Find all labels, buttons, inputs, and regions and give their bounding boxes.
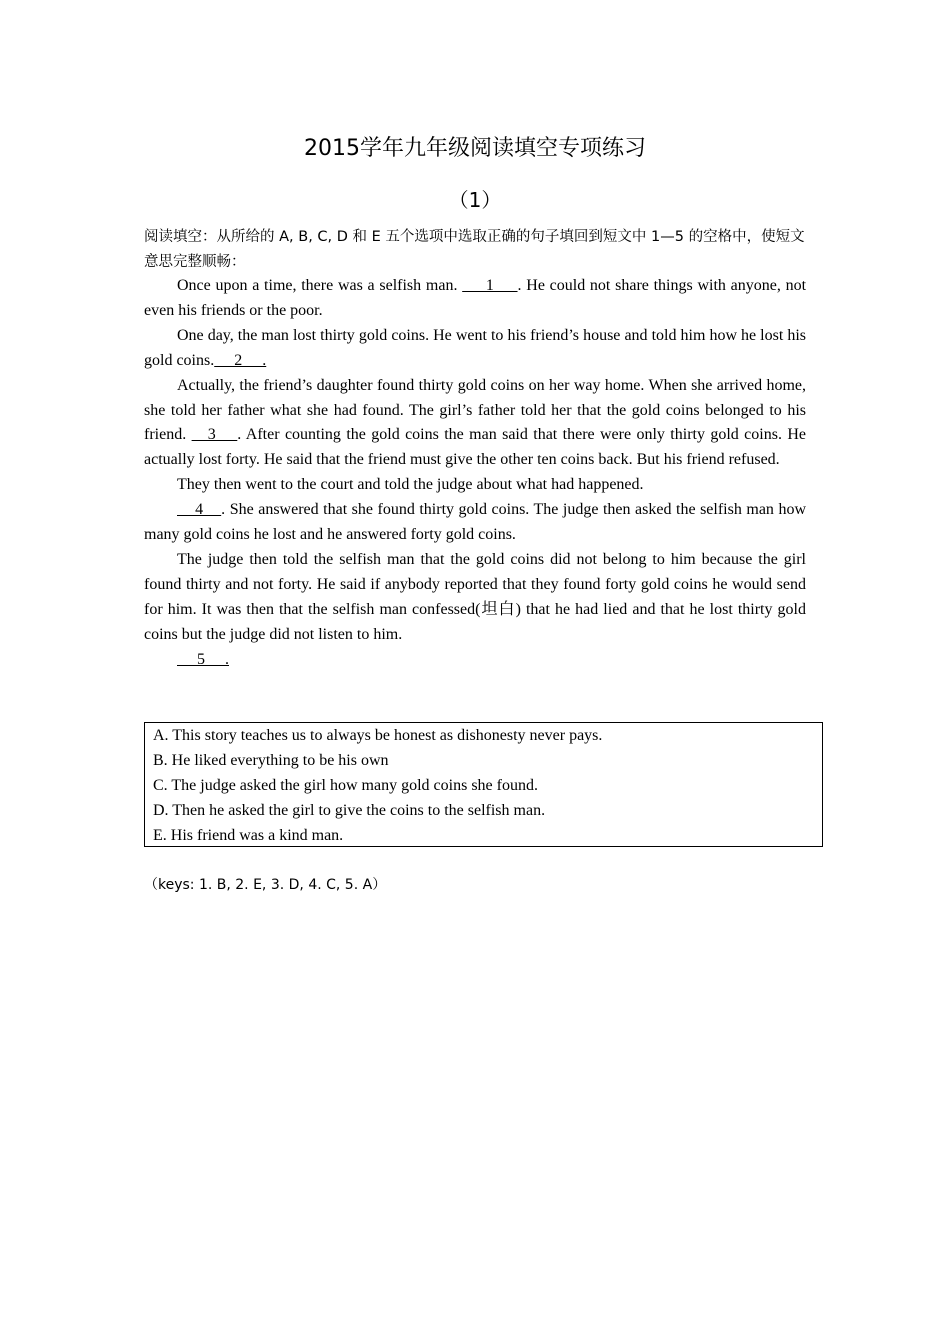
blank-1: 1 (462, 277, 518, 294)
passage-paragraph-6: The judge then told the selfish man that the gold coins did not belong to him because the girl found thirty and not forty. He said if anybody reported that they found forty gold coins he would send for him. It was then that the selfish man confessed(坦白) that he had lied and that he lost thirty gold coins but the judge did not listen to him. (144, 550, 806, 643)
passage-paragraph-4: They then went to the court and told the judge about what had happened. (177, 476, 644, 494)
options-box (144, 722, 823, 847)
option-a: A. This story teaches us to always be honest as dishonesty never pays. (153, 727, 603, 744)
paragraph-text: . She answered that she found thirty gold coins. The judge then asked the selfish man how many gold coins he lost and he answered forty gold coins. (144, 501, 806, 544)
passage-paragraph-2 (144, 324, 806, 374)
exercise-number: （1） (448, 188, 502, 212)
instructions-text: 阅读填空：从所给的 A, B, C, D 和 E 五个选项中选取正确的句子填回到短文中 1—5 的空格中，使短文意思完整顺畅： (144, 229, 805, 270)
paragraph-text: . After counting the gold coins the man said that there were only thirty gold coins. He actually lost forty. He said that the friend must give the other ten coins back. But his friend refused. (144, 426, 807, 469)
paragraph-text: Once upon a time, there was a selfish man. (177, 277, 463, 294)
option-c: C. The judge asked the girl how many gold coins she found. (153, 776, 538, 794)
passage-paragraph-7 (144, 648, 806, 673)
blank-2: 2 . (214, 351, 267, 369)
option-e: E. His friend was a kind man. (153, 826, 344, 844)
answer-keys: （keys: 1. B, 2. E, 3. D, 4. C, 5. A） (144, 877, 387, 893)
paragraph-text: Actually, the friend’s daughter found thirty gold coins on her way home. When she arrived home, she told her father what she had found. The girl’s father told her that the gold coins belonged to his friend. (144, 376, 806, 444)
passage-paragraph-1 (144, 274, 806, 324)
option-b: B. He liked everything to be his own (153, 751, 389, 769)
option-d: D. Then he asked the girl to give the coins to the selfish man. (153, 801, 546, 819)
blank-3: 3 (191, 426, 238, 444)
document-title: 2015学年九年级阅读填空专项练习 (304, 136, 646, 161)
reading-passage (144, 274, 806, 673)
passage-paragraph-3 (144, 374, 806, 474)
paragraph-text: One day, the man lost thirty gold coins. He went to his friend’s house and told him how he lost his gold coins. (144, 326, 806, 369)
paragraph-text: . He could not share things with anyone, not even his friends or the poor. (144, 277, 807, 319)
passage-paragraph-5 (144, 498, 806, 548)
blank-4: 4 (177, 501, 222, 519)
blank-5: 5 . (177, 650, 229, 668)
